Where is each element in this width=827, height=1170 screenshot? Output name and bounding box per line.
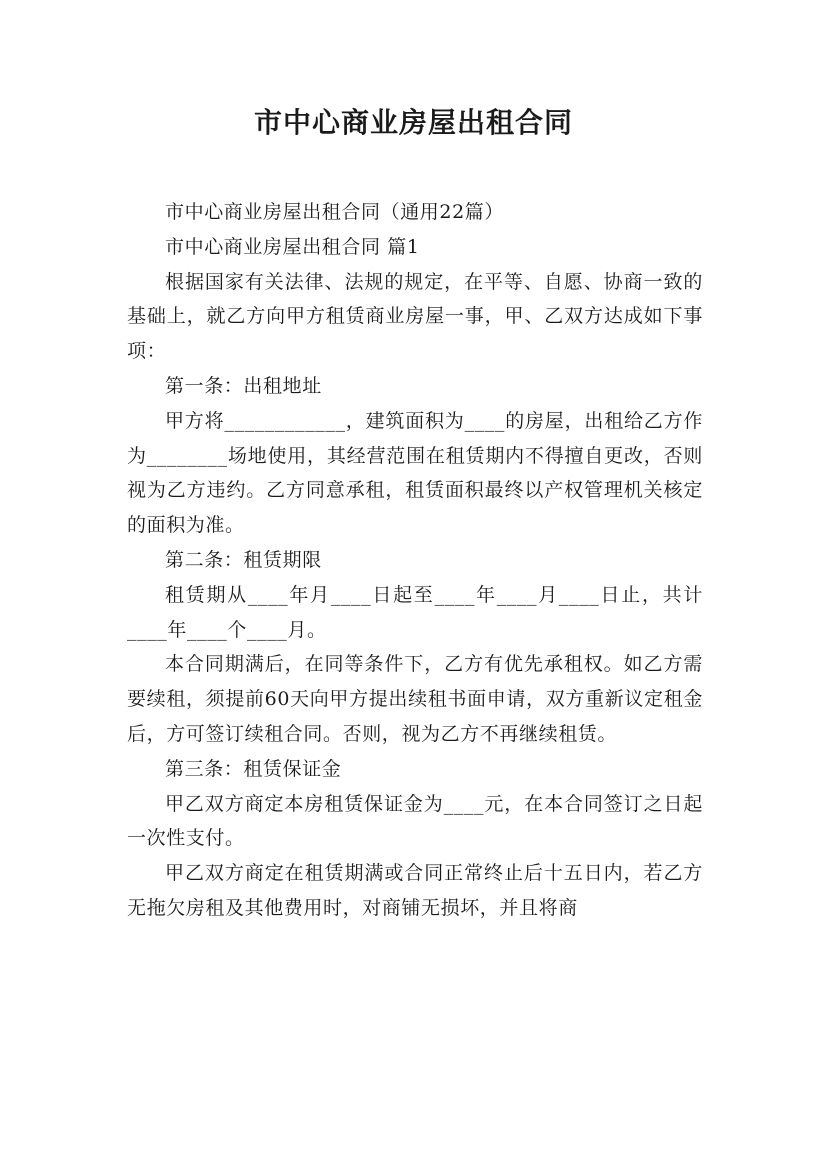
article-2-term-paragraph: 租赁期从____年月____日起至____年____月____日止，共计____年____个____月。: [127, 583, 703, 641]
article-1-paragraph: 甲方将____________，建筑面积为____的房屋，出租给乙方作为________场地使用，其经营范围在租赁期内不得擅自更改，否则视为乙方违约。乙方同意承租，租赁面积最终以产权管理机关核定的面积为准。: [127, 409, 703, 537]
intro-paragraph: 根据国家有关法律、法规的规定，在平等、自愿、协商一致的基础上，就乙方向甲方租赁商业房屋一事，甲、乙双方达成如下事项：: [127, 270, 703, 363]
document-body: [127, 195, 703, 926]
article-2-heading: 第二条：租赁期限: [165, 548, 322, 571]
article-3-deposit-paragraph: 甲乙双方商定本房租赁保证金为____元，在本合同签订之日起一次性支付。: [127, 792, 703, 850]
article-3-heading: 第三条：租赁保证金: [165, 757, 342, 780]
chapter-heading: 市中心商业房屋出租合同 篇1: [165, 235, 420, 258]
article-2-renewal-paragraph: 本合同期满后，在同等条件下，乙方有优先承租权。如乙方需要续租，须提前60天向甲方提出续租书面申请，双方重新议定租金后，方可签订续租合同。否则，视为乙方不再继续租赁。: [127, 653, 703, 745]
subtitle-paragraph: 市中心商业房屋出租合同（通用22篇）: [165, 201, 504, 223]
article-1-heading: 第一条：出租地址: [165, 374, 322, 397]
document-title: 市中心商业房屋出租合同: [253, 106, 573, 139]
article-3-refund-paragraph: 甲乙双方商定在租赁期满或合同正常终止后十五日内，若乙方无拖欠房租及其他费用时，对商铺无损坏，并且将商: [127, 862, 703, 919]
